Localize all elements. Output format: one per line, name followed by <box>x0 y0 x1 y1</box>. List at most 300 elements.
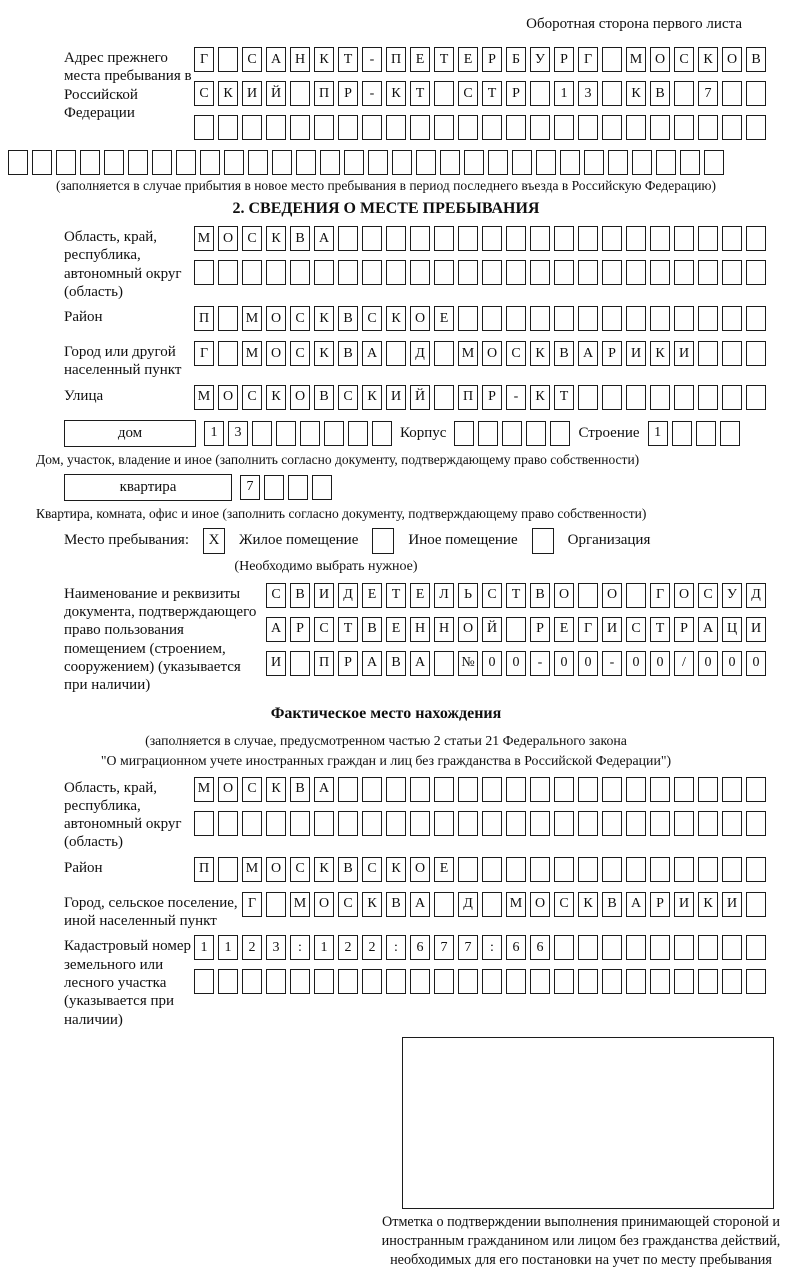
char-cell[interactable] <box>650 385 670 410</box>
char-cell[interactable]: М <box>506 892 526 917</box>
char-cell[interactable]: М <box>242 306 262 331</box>
char-cell[interactable]: В <box>602 892 622 917</box>
char-cell[interactable]: Р <box>674 617 694 642</box>
char-cell[interactable] <box>506 306 526 331</box>
char-cell[interactable]: О <box>290 385 310 410</box>
char-cell[interactable]: - <box>602 651 622 676</box>
char-cell[interactable] <box>578 935 598 960</box>
char-cell[interactable] <box>392 150 412 175</box>
char-cell[interactable]: А <box>314 226 334 251</box>
char-cell[interactable]: Д <box>410 341 430 366</box>
char-cell[interactable] <box>530 811 550 836</box>
char-cell[interactable]: Т <box>338 47 358 72</box>
char-cell[interactable] <box>266 969 286 994</box>
char-cell[interactable]: О <box>530 892 550 917</box>
char-cell[interactable]: С <box>242 777 262 802</box>
char-cell[interactable] <box>264 475 284 500</box>
char-cell[interactable]: Й <box>482 617 502 642</box>
char-cell[interactable] <box>314 969 334 994</box>
char-cell[interactable]: Т <box>482 81 502 106</box>
char-cell[interactable] <box>674 115 694 140</box>
kvartira-field[interactable]: квартира <box>64 474 232 501</box>
char-cell[interactable]: Р <box>482 47 502 72</box>
char-cell[interactable]: О <box>266 341 286 366</box>
char-cell[interactable]: И <box>266 651 286 676</box>
char-cell[interactable]: 0 <box>482 651 502 676</box>
char-cell[interactable] <box>218 341 238 366</box>
char-cell[interactable] <box>266 260 286 285</box>
char-cell[interactable] <box>626 969 646 994</box>
char-cell[interactable] <box>434 892 454 917</box>
char-cell[interactable] <box>290 969 310 994</box>
char-cell[interactable]: Р <box>530 617 550 642</box>
char-cell[interactable]: В <box>746 47 766 72</box>
char-cell[interactable] <box>506 115 526 140</box>
char-cell[interactable] <box>698 857 718 882</box>
char-cell[interactable]: О <box>554 583 574 608</box>
char-cell[interactable]: Д <box>458 892 478 917</box>
char-cell[interactable]: О <box>674 583 694 608</box>
char-cell[interactable]: Л <box>434 583 454 608</box>
char-cell[interactable]: А <box>266 617 286 642</box>
char-cell[interactable]: С <box>698 583 718 608</box>
char-cell[interactable] <box>242 969 262 994</box>
char-cell[interactable]: Р <box>650 892 670 917</box>
char-cell[interactable]: Ь <box>458 583 478 608</box>
char-cell[interactable]: О <box>218 226 238 251</box>
char-cell[interactable] <box>526 421 546 446</box>
char-cell[interactable]: С <box>362 306 382 331</box>
char-cell[interactable] <box>698 260 718 285</box>
char-cell[interactable] <box>290 651 310 676</box>
char-cell[interactable] <box>650 811 670 836</box>
char-cell[interactable]: М <box>194 777 214 802</box>
char-cell[interactable] <box>128 150 148 175</box>
char-cell[interactable]: К <box>530 385 550 410</box>
char-cell[interactable] <box>200 150 220 175</box>
char-cell[interactable] <box>506 617 526 642</box>
char-cell[interactable]: Т <box>434 47 454 72</box>
char-cell[interactable]: И <box>674 341 694 366</box>
char-cell[interactable] <box>242 115 262 140</box>
char-cell[interactable] <box>722 857 742 882</box>
char-cell[interactable] <box>482 857 502 882</box>
char-cell[interactable] <box>458 306 478 331</box>
char-cell[interactable] <box>362 115 382 140</box>
char-cell[interactable]: В <box>338 306 358 331</box>
char-cell[interactable]: К <box>578 892 598 917</box>
char-cell[interactable] <box>674 81 694 106</box>
dom-field[interactable]: дом <box>64 420 196 447</box>
char-cell[interactable] <box>410 811 430 836</box>
char-cell[interactable]: Е <box>434 857 454 882</box>
char-cell[interactable]: М <box>194 385 214 410</box>
char-cell[interactable] <box>242 811 262 836</box>
char-cell[interactable]: К <box>314 341 334 366</box>
char-cell[interactable]: - <box>506 385 526 410</box>
char-cell[interactable] <box>458 115 478 140</box>
char-cell[interactable] <box>602 47 622 72</box>
char-cell[interactable] <box>698 811 718 836</box>
char-cell[interactable] <box>344 150 364 175</box>
char-cell[interactable] <box>578 583 598 608</box>
char-cell[interactable]: М <box>242 857 262 882</box>
char-cell[interactable] <box>626 385 646 410</box>
char-cell[interactable] <box>602 969 622 994</box>
char-cell[interactable] <box>290 811 310 836</box>
char-cell[interactable] <box>454 421 474 446</box>
char-cell[interactable] <box>722 260 742 285</box>
char-cell[interactable]: 1 <box>218 935 238 960</box>
char-cell[interactable] <box>300 421 320 446</box>
char-cell[interactable]: 7 <box>698 81 718 106</box>
char-cell[interactable]: 0 <box>746 651 766 676</box>
char-cell[interactable]: Е <box>458 47 478 72</box>
char-cell[interactable]: 1 <box>648 421 668 446</box>
char-cell[interactable]: В <box>650 81 670 106</box>
char-cell[interactable] <box>290 115 310 140</box>
char-cell[interactable] <box>530 969 550 994</box>
char-cell[interactable]: : <box>290 935 310 960</box>
char-cell[interactable] <box>746 260 766 285</box>
char-cell[interactable] <box>266 811 286 836</box>
char-cell[interactable] <box>626 857 646 882</box>
char-cell[interactable]: Г <box>650 583 670 608</box>
char-cell[interactable] <box>338 260 358 285</box>
char-cell[interactable] <box>248 150 268 175</box>
char-cell[interactable] <box>386 777 406 802</box>
char-cell[interactable] <box>488 150 508 175</box>
char-cell[interactable]: Б <box>506 47 526 72</box>
char-cell[interactable]: М <box>626 47 646 72</box>
char-cell[interactable]: 7 <box>458 935 478 960</box>
char-cell[interactable]: Г <box>194 47 214 72</box>
char-cell[interactable] <box>218 47 238 72</box>
char-cell[interactable] <box>722 306 742 331</box>
char-cell[interactable] <box>434 777 454 802</box>
char-cell[interactable]: С <box>458 81 478 106</box>
char-cell[interactable]: Д <box>746 583 766 608</box>
char-cell[interactable] <box>554 260 574 285</box>
char-cell[interactable]: 6 <box>506 935 526 960</box>
char-cell[interactable] <box>218 115 238 140</box>
char-cell[interactable]: К <box>698 47 718 72</box>
char-cell[interactable]: К <box>626 81 646 106</box>
char-cell[interactable]: Й <box>266 81 286 106</box>
char-cell[interactable] <box>362 260 382 285</box>
char-cell[interactable]: : <box>482 935 502 960</box>
char-cell[interactable] <box>632 150 652 175</box>
char-cell[interactable] <box>626 260 646 285</box>
checkbox-organizaciya[interactable] <box>532 528 554 554</box>
char-cell[interactable]: М <box>290 892 310 917</box>
char-cell[interactable]: К <box>314 47 334 72</box>
char-cell[interactable] <box>338 226 358 251</box>
char-cell[interactable]: Н <box>290 47 310 72</box>
char-cell[interactable] <box>56 150 76 175</box>
char-cell[interactable]: В <box>290 226 310 251</box>
char-cell[interactable]: 3 <box>578 81 598 106</box>
char-cell[interactable] <box>506 260 526 285</box>
char-cell[interactable]: К <box>386 306 406 331</box>
char-cell[interactable] <box>272 150 292 175</box>
char-cell[interactable]: С <box>290 306 310 331</box>
char-cell[interactable] <box>746 811 766 836</box>
char-cell[interactable] <box>338 969 358 994</box>
char-cell[interactable]: О <box>482 341 502 366</box>
char-cell[interactable] <box>722 777 742 802</box>
char-cell[interactable]: М <box>458 341 478 366</box>
char-cell[interactable] <box>674 226 694 251</box>
char-cell[interactable] <box>722 115 742 140</box>
char-cell[interactable] <box>746 341 766 366</box>
char-cell[interactable] <box>722 226 742 251</box>
char-cell[interactable] <box>410 969 430 994</box>
char-cell[interactable] <box>578 306 598 331</box>
char-cell[interactable]: 3 <box>266 935 286 960</box>
char-cell[interactable] <box>626 935 646 960</box>
char-cell[interactable] <box>536 150 556 175</box>
char-cell[interactable] <box>458 777 478 802</box>
char-cell[interactable]: У <box>530 47 550 72</box>
char-cell[interactable] <box>554 306 574 331</box>
char-cell[interactable] <box>626 226 646 251</box>
char-cell[interactable]: К <box>650 341 670 366</box>
char-cell[interactable] <box>722 81 742 106</box>
char-cell[interactable]: Т <box>338 617 358 642</box>
char-cell[interactable]: 0 <box>578 651 598 676</box>
char-cell[interactable]: 7 <box>434 935 454 960</box>
char-cell[interactable]: К <box>314 857 334 882</box>
char-cell[interactable] <box>674 385 694 410</box>
char-cell[interactable] <box>218 811 238 836</box>
char-cell[interactable]: 6 <box>410 935 430 960</box>
char-cell[interactable]: К <box>530 341 550 366</box>
char-cell[interactable] <box>410 115 430 140</box>
char-cell[interactable]: С <box>506 341 526 366</box>
char-cell[interactable] <box>674 969 694 994</box>
char-cell[interactable] <box>386 811 406 836</box>
char-cell[interactable]: 0 <box>722 651 742 676</box>
char-cell[interactable]: С <box>338 385 358 410</box>
char-cell[interactable]: О <box>722 47 742 72</box>
char-cell[interactable] <box>530 260 550 285</box>
char-cell[interactable]: Н <box>434 617 454 642</box>
char-cell[interactable]: П <box>314 81 334 106</box>
char-cell[interactable] <box>578 969 598 994</box>
char-cell[interactable]: Е <box>362 583 382 608</box>
char-cell[interactable]: К <box>266 777 286 802</box>
char-cell[interactable] <box>656 150 676 175</box>
char-cell[interactable]: Р <box>338 81 358 106</box>
char-cell[interactable]: К <box>266 385 286 410</box>
char-cell[interactable]: 2 <box>338 935 358 960</box>
char-cell[interactable]: К <box>362 892 382 917</box>
char-cell[interactable] <box>746 81 766 106</box>
char-cell[interactable]: С <box>362 857 382 882</box>
char-cell[interactable] <box>478 421 498 446</box>
char-cell[interactable] <box>698 969 718 994</box>
char-cell[interactable]: С <box>290 857 310 882</box>
char-cell[interactable] <box>698 385 718 410</box>
char-cell[interactable]: С <box>242 385 262 410</box>
char-cell[interactable]: П <box>386 47 406 72</box>
char-cell[interactable]: О <box>218 385 238 410</box>
char-cell[interactable] <box>626 777 646 802</box>
char-cell[interactable]: А <box>698 617 718 642</box>
char-cell[interactable]: 1 <box>554 81 574 106</box>
char-cell[interactable]: А <box>314 777 334 802</box>
char-cell[interactable]: 7 <box>240 475 260 500</box>
char-cell[interactable] <box>368 150 388 175</box>
char-cell[interactable]: - <box>362 81 382 106</box>
char-cell[interactable]: Е <box>434 306 454 331</box>
char-cell[interactable] <box>578 777 598 802</box>
char-cell[interactable]: Т <box>506 583 526 608</box>
char-cell[interactable] <box>218 857 238 882</box>
char-cell[interactable]: Е <box>410 47 430 72</box>
char-cell[interactable] <box>362 811 382 836</box>
checkbox-inoe[interactable] <box>372 528 394 554</box>
char-cell[interactable]: В <box>290 777 310 802</box>
char-cell[interactable] <box>458 857 478 882</box>
char-cell[interactable] <box>602 935 622 960</box>
char-cell[interactable] <box>362 777 382 802</box>
char-cell[interactable] <box>386 260 406 285</box>
char-cell[interactable]: П <box>458 385 478 410</box>
char-cell[interactable] <box>372 421 392 446</box>
char-cell[interactable]: С <box>194 81 214 106</box>
char-cell[interactable]: Г <box>194 341 214 366</box>
char-cell[interactable] <box>578 857 598 882</box>
char-cell[interactable]: А <box>410 892 430 917</box>
char-cell[interactable] <box>386 115 406 140</box>
char-cell[interactable] <box>410 777 430 802</box>
char-cell[interactable]: А <box>626 892 646 917</box>
char-cell[interactable]: В <box>290 583 310 608</box>
char-cell[interactable]: К <box>698 892 718 917</box>
char-cell[interactable] <box>722 341 742 366</box>
char-cell[interactable]: Р <box>290 617 310 642</box>
char-cell[interactable] <box>386 341 406 366</box>
char-cell[interactable]: У <box>722 583 742 608</box>
char-cell[interactable]: О <box>218 777 238 802</box>
char-cell[interactable] <box>176 150 196 175</box>
char-cell[interactable] <box>410 260 430 285</box>
char-cell[interactable] <box>194 260 214 285</box>
char-cell[interactable] <box>530 857 550 882</box>
char-cell[interactable] <box>482 260 502 285</box>
char-cell[interactable]: К <box>386 81 406 106</box>
char-cell[interactable] <box>482 306 502 331</box>
char-cell[interactable] <box>650 226 670 251</box>
char-cell[interactable] <box>650 969 670 994</box>
char-cell[interactable] <box>746 306 766 331</box>
char-cell[interactable] <box>602 260 622 285</box>
char-cell[interactable] <box>314 811 334 836</box>
char-cell[interactable] <box>290 260 310 285</box>
char-cell[interactable]: М <box>194 226 214 251</box>
char-cell[interactable] <box>218 306 238 331</box>
char-cell[interactable] <box>152 150 172 175</box>
char-cell[interactable] <box>312 475 332 500</box>
char-cell[interactable] <box>674 306 694 331</box>
char-cell[interactable] <box>512 150 532 175</box>
char-cell[interactable] <box>698 115 718 140</box>
char-cell[interactable] <box>602 857 622 882</box>
char-cell[interactable]: Е <box>410 583 430 608</box>
char-cell[interactable] <box>722 969 742 994</box>
char-cell[interactable]: А <box>266 47 286 72</box>
char-cell[interactable] <box>578 260 598 285</box>
char-cell[interactable]: Т <box>554 385 574 410</box>
char-cell[interactable] <box>650 115 670 140</box>
char-cell[interactable]: С <box>482 583 502 608</box>
char-cell[interactable] <box>434 81 454 106</box>
char-cell[interactable] <box>530 81 550 106</box>
char-cell[interactable] <box>746 385 766 410</box>
char-cell[interactable]: Т <box>410 81 430 106</box>
char-cell[interactable]: М <box>242 341 262 366</box>
char-cell[interactable] <box>434 260 454 285</box>
char-cell[interactable] <box>602 115 622 140</box>
char-cell[interactable]: Г <box>578 47 598 72</box>
char-cell[interactable]: Й <box>410 385 430 410</box>
char-cell[interactable] <box>530 226 550 251</box>
char-cell[interactable] <box>362 969 382 994</box>
char-cell[interactable]: П <box>314 651 334 676</box>
char-cell[interactable]: Е <box>386 617 406 642</box>
char-cell[interactable]: Р <box>602 341 622 366</box>
char-cell[interactable] <box>650 935 670 960</box>
char-cell[interactable] <box>626 583 646 608</box>
char-cell[interactable] <box>434 969 454 994</box>
char-cell[interactable]: 0 <box>698 651 718 676</box>
char-cell[interactable] <box>276 421 296 446</box>
char-cell[interactable] <box>506 811 526 836</box>
char-cell[interactable] <box>362 226 382 251</box>
char-cell[interactable] <box>194 811 214 836</box>
char-cell[interactable]: - <box>362 47 382 72</box>
char-cell[interactable] <box>482 811 502 836</box>
char-cell[interactable]: А <box>362 651 382 676</box>
char-cell[interactable]: А <box>410 651 430 676</box>
char-cell[interactable]: С <box>242 47 262 72</box>
char-cell[interactable]: А <box>578 341 598 366</box>
char-cell[interactable]: П <box>194 306 214 331</box>
char-cell[interactable] <box>290 81 310 106</box>
char-cell[interactable]: О <box>314 892 334 917</box>
char-cell[interactable]: С <box>554 892 574 917</box>
char-cell[interactable] <box>602 226 622 251</box>
char-cell[interactable] <box>554 777 574 802</box>
char-cell[interactable] <box>502 421 522 446</box>
char-cell[interactable] <box>434 115 454 140</box>
char-cell[interactable] <box>578 385 598 410</box>
char-cell[interactable] <box>242 260 262 285</box>
char-cell[interactable] <box>602 81 622 106</box>
char-cell[interactable]: К <box>266 226 286 251</box>
char-cell[interactable]: № <box>458 651 478 676</box>
char-cell[interactable] <box>554 115 574 140</box>
char-cell[interactable] <box>722 811 742 836</box>
confirmation-stamp-area[interactable] <box>402 1037 774 1209</box>
char-cell[interactable] <box>464 150 484 175</box>
char-cell[interactable] <box>314 260 334 285</box>
char-cell[interactable] <box>698 341 718 366</box>
char-cell[interactable] <box>650 260 670 285</box>
char-cell[interactable] <box>410 226 430 251</box>
